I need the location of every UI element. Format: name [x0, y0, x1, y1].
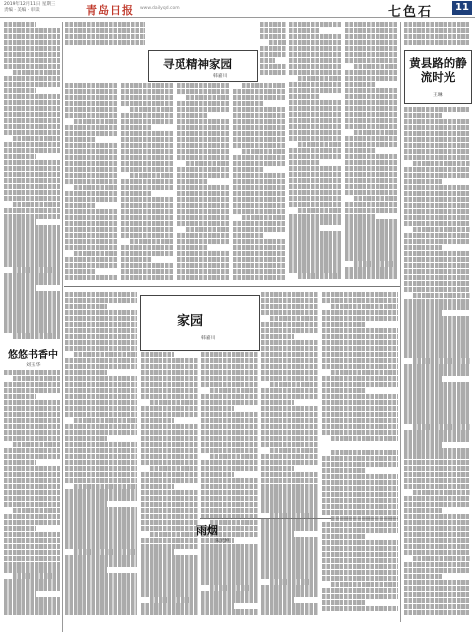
article-title: 雨烟	[196, 524, 218, 537]
page-number: 11	[452, 1, 472, 15]
article-body	[404, 22, 470, 46]
article-author: 朱光坤	[215, 539, 230, 544]
article-author: 王琳	[433, 93, 443, 98]
article-body	[289, 22, 342, 283]
article-body	[322, 292, 398, 442]
article-body	[201, 352, 258, 617]
article-title: 家园	[177, 314, 204, 329]
section-title: 七色石	[388, 5, 434, 20]
newspaper-logo: 青岛日报	[86, 4, 134, 17]
article-title-box	[148, 50, 258, 82]
article-body	[261, 292, 318, 617]
article-body	[233, 83, 286, 283]
article-title-box	[140, 295, 260, 351]
article-title: 寻觅精神家园	[163, 57, 232, 71]
article-body	[260, 22, 286, 80]
article-author: 韩嘉川	[213, 74, 228, 79]
article-body	[404, 107, 470, 617]
date-line: 2019年12月11日 星期三 责编 · 美编 · 审读	[4, 2, 56, 13]
article-body	[177, 83, 230, 283]
article-body	[141, 352, 198, 617]
article-title: 黄县路的静流时光	[409, 56, 467, 84]
section-rule	[64, 286, 400, 287]
article-body	[345, 22, 398, 283]
article-body	[65, 22, 145, 48]
text-column	[4, 22, 60, 340]
article-body	[4, 370, 60, 616]
article-title-box	[404, 50, 472, 104]
column-divider	[62, 22, 63, 632]
article-body	[121, 83, 174, 283]
article-body	[65, 292, 137, 617]
website-url: www.dailyqd.com	[140, 6, 180, 11]
column-divider	[400, 22, 401, 622]
masthead	[0, 0, 475, 18]
article-body	[65, 83, 118, 283]
article-body	[322, 450, 398, 617]
article-title: 悠悠书香中	[8, 350, 58, 361]
article-author: 刘玉华	[26, 363, 41, 368]
article-author: 韩嘉川	[201, 336, 216, 341]
